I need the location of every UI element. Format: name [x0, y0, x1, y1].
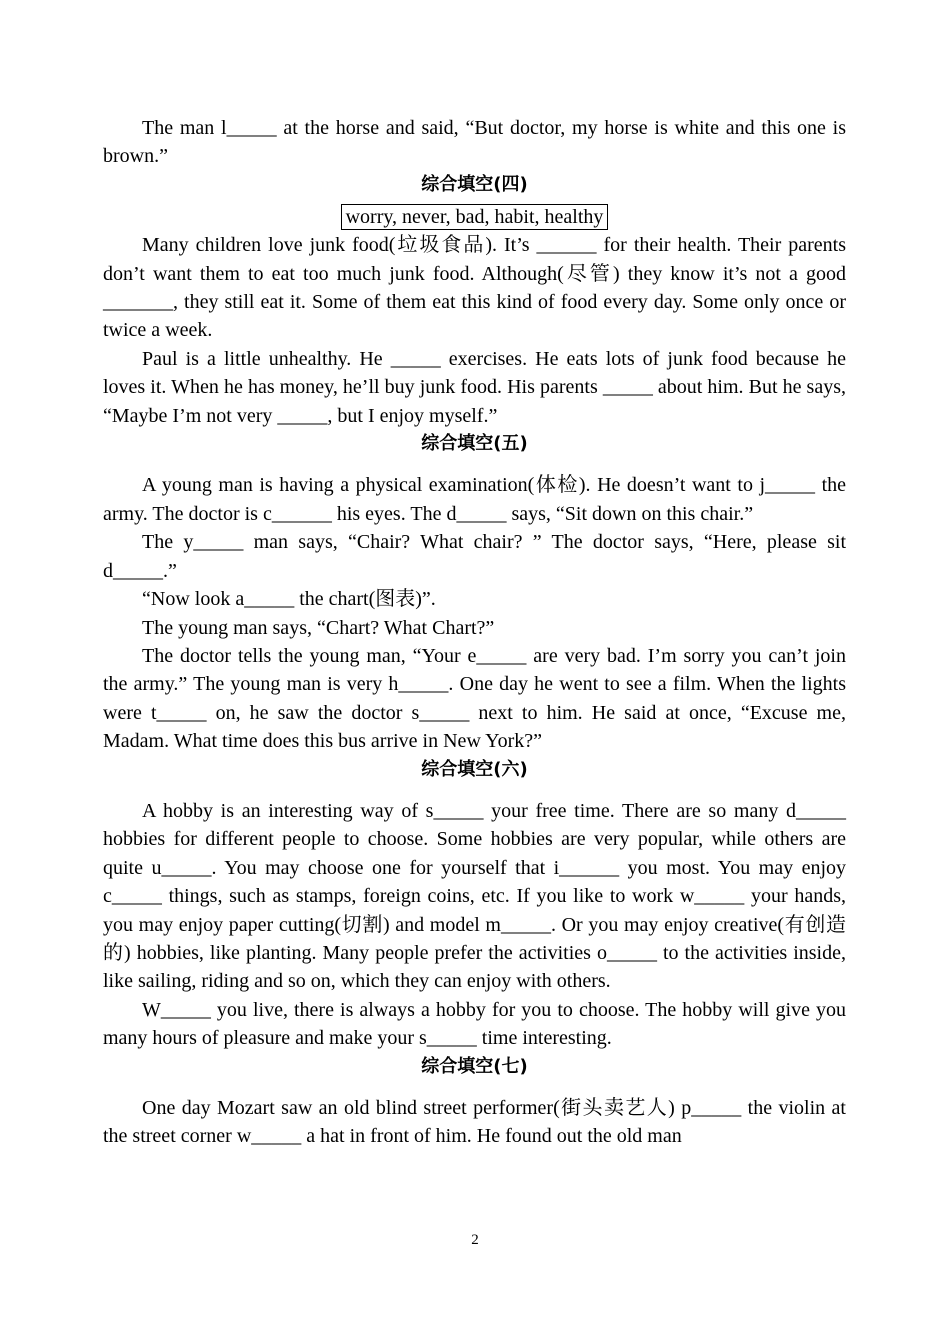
section-title-4: 综合填空(四): [421, 173, 528, 195]
paragraph: W_____ you live, there is always a hobby for you to choose. The hobby will give you many hours of pleasure and make your s_____ time interesting.: [103, 998, 846, 1050]
page-number: 2: [471, 1232, 479, 1248]
word-bank-box: worry, never, bad, habit, healthy: [341, 204, 609, 230]
paragraph: A hobby is an interesting way of s_____ your free time. There are so many d_____ hobbies for different people to choose. Some hobbies are very popular, while others are quite u_____. You may choose one for yourself that i______ you most. You may enjoy c_____ things, such as stamps, foreign coins, etc. If you like to work w_____ your hands, you may enjoy paper cutting(切割) and model m_____. Or you may enjoy creative(有创造的) hobbies, like planting. Many people prefer the activities o_____ to the activities inside, like sailing, riding and so on, which they can enjoy with others.: [103, 799, 846, 993]
paragraph: “Now look a_____ the chart(图表)”.: [142, 588, 436, 611]
paragraph: Many children love junk food(垃圾食品). It’s ______ for their health. Their parents don’t want them to eat too much junk food. Although(尽管) they know it’s not a good _______, they still eat it. Some of them eat this kind of food every day. Some only once or twice a week.: [103, 234, 846, 342]
word-box-row: [103, 203, 846, 231]
paragraph: The y_____ man says, “Chair? What chair? ” The doctor says, “Here, please sit d_____.”: [103, 531, 846, 582]
section-title-6: 综合填空(六): [421, 758, 528, 780]
paragraph: One day Mozart saw an old blind street performer(街头卖艺人) p_____ the violin at the street corner w_____ a hat in front of him. He found out the old man: [103, 1097, 846, 1148]
paragraph: A young man is having a physical examination(体检). He doesn’t want to j_____ the army. The doctor is c______ his eyes. The d_____ says, “Sit down on this chair.”: [103, 474, 846, 525]
paragraph: The doctor tells the young man, “Your e_____ are very bad. I’m sorry you can’t join the army.” The young man is very h_____. One day he went to see a film. When the lights were t_____ on, he saw the doctor s_____ next to him. He said at once, “Excuse me, Madam. What time does this bus arrive in New York?”: [103, 644, 846, 753]
section-title-7: 综合填空(七): [421, 1055, 528, 1077]
paragraph: The young man says, “Chart? What Chart?”: [142, 616, 495, 639]
document-page: [103, 114, 846, 1151]
section-title-5: 综合填空(五): [421, 433, 528, 455]
paragraph: The man l_____ at the horse and said, “But doctor, my horse is white and this one is brown.”: [103, 117, 846, 168]
paragraph: Paul is a little unhealthy. He _____ exercises. He eats lots of junk food because he loves it. When he has money, he’ll buy junk food. His parents _____ about him. But he says, “Maybe I’m not very _____, but I enjoy myself.”: [103, 347, 846, 427]
